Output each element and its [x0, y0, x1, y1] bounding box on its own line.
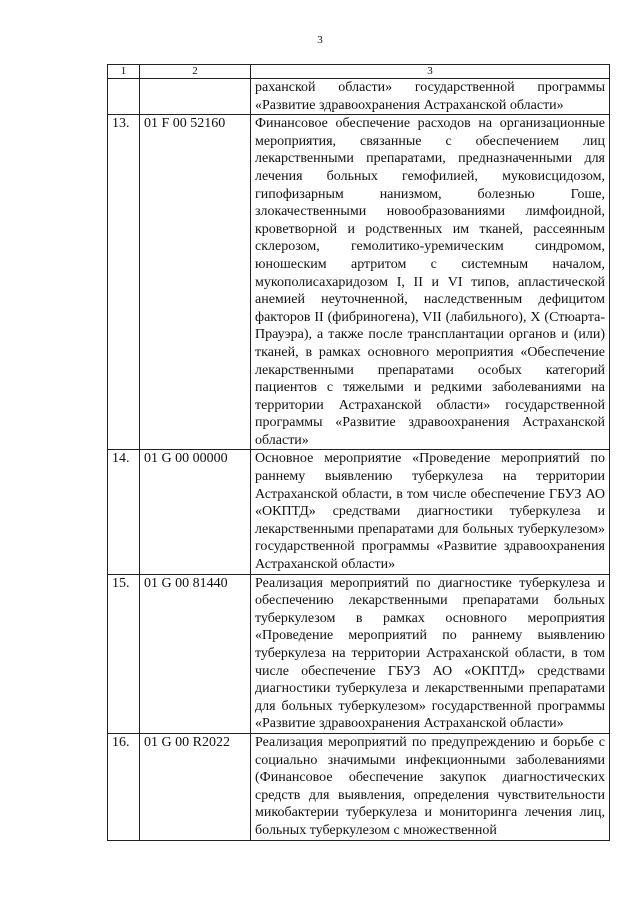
row-number: 16. [108, 733, 140, 840]
row-description: Основное мероприятие «Проведение мероприятий по раннему выявлению туберкулеза на территории Астраханской области, в том числе обеспечение ГБУЗ АО «ОКПТД» средствами диагностики туберкулеза и лекарственными препаратами для больных туберкулезом» государственной программы «Развитие здравоохранения Астраханской области» [251, 450, 610, 574]
row-number [108, 79, 140, 115]
row-code [140, 79, 251, 115]
row-code: 01 G 00 00000 [140, 450, 251, 574]
row-code: 01 G 00 81440 [140, 574, 251, 733]
table-row [108, 115, 610, 450]
row-description: Финансовое обеспечение расходов на организационные мероприятия, связанные с обеспечением лиц лекарственными препаратами, предназначенными для лечения больных гемофилией, муковисцидозом, гипофизарным нанизмом, болезнью Гоше, злокачественными новообразованиями лимфоидной, кроветворной и родственных им тканей, рассеянным склерозом, гемолитико-уремическим синдромом, юношеским артритом с системным началом, мукополисахаридозом I, II и VI типов, апластической анемией неуточненной, наследственным дефицитом факторов II (фибриногена), VII (лабильного), X (Стюарта-Прауэра), а также после трансплантации органов и (или) тканей, в рамках основного мероприятия «Обеспечение лекарственными препаратами особых категорий пациентов с тяжелыми и редкими заболеваниями на территории Астраханской области» государственной программы «Развитие здравоохранения Астраханской области» [251, 115, 610, 450]
table-header-row [108, 65, 610, 79]
header-col-1: 1 [108, 65, 140, 79]
table-row [108, 79, 610, 115]
header-col-2: 2 [140, 65, 251, 79]
row-description: Реализация мероприятий по предупреждению и борьбе с социально значимыми инфекционными заболеваниями (Финансовое обеспечение закупок диагностических средств для выявления, определения чувствительности микобактерии туберкулеза и мониторинга лечения лиц, больных туберкулезом с множественной [251, 733, 610, 840]
row-number: 13. [108, 115, 140, 450]
header-col-3: 3 [251, 65, 610, 79]
budget-classification-table [107, 64, 610, 841]
row-code: 01 F 00 52160 [140, 115, 251, 450]
table-row [108, 450, 610, 574]
row-code: 01 G 00 R2022 [140, 733, 251, 840]
row-description: раханской области» государственной программы «Развитие здравоохранения Астраханской области» [251, 79, 610, 115]
row-number: 15. [108, 574, 140, 733]
table-row [108, 574, 610, 733]
table-row [108, 733, 610, 840]
row-number: 14. [108, 450, 140, 574]
row-description: Реализация мероприятий по диагностике туберкулеза и обеспечению лекарственными препаратами больных туберкулезом в рамках основного мероприятия «Проведение мероприятий по раннему выявлению туберкулеза на территории Астраханской области, в том числе обеспечение ГБУЗ АО «ОКПТД» средствами диагностики туберкулеза и лекарственными препаратами для больных туберкулезом» государственной программы «Развитие здравоохранения Астраханской области» [251, 574, 610, 733]
page-number: 3 [317, 34, 323, 46]
